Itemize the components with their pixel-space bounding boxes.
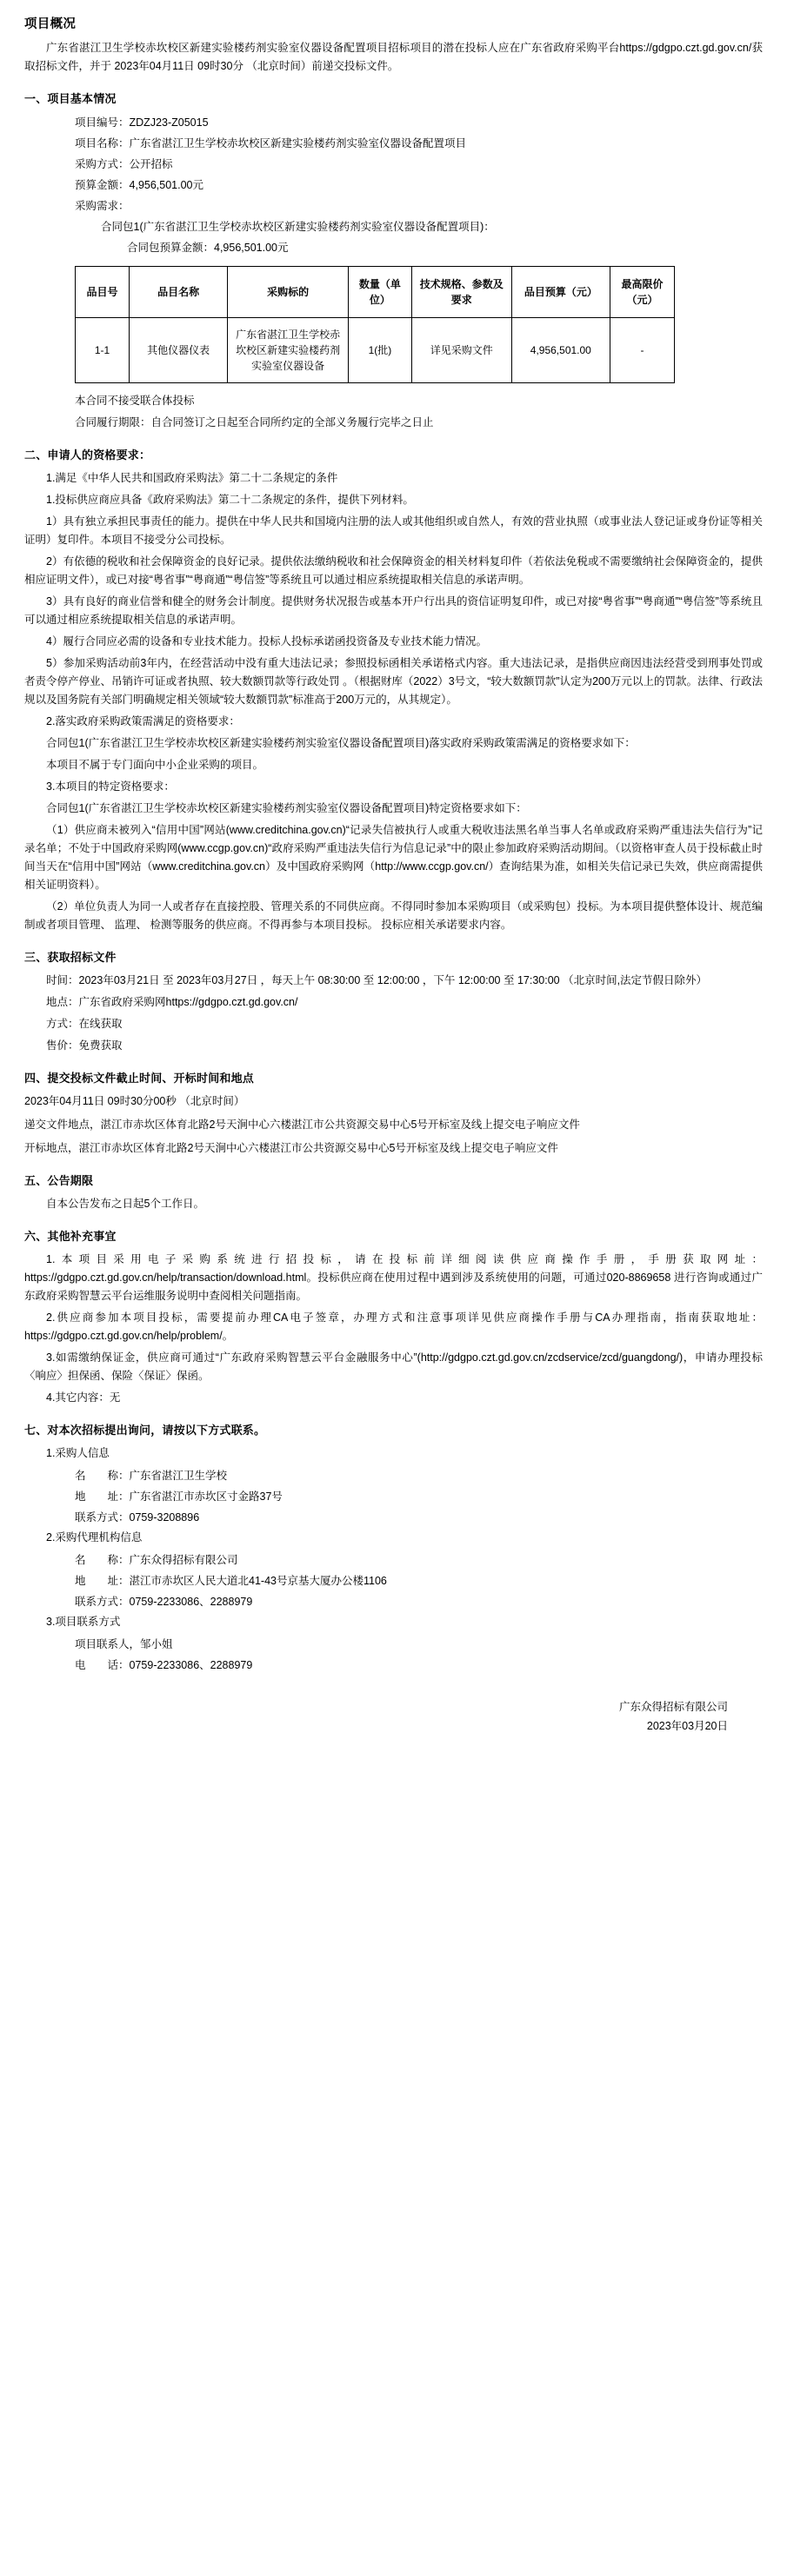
signature-block (24, 1697, 763, 1736)
project-contact-person-label: 项目联系人，邹小姐 (75, 1638, 173, 1650)
project-contact-person-row (24, 1635, 763, 1654)
get-doc-method-label: 方式： (46, 1018, 79, 1030)
th-spec: 技术规格、参数及要求 (411, 267, 511, 318)
get-doc-method-row (24, 1015, 763, 1033)
items-table (75, 266, 675, 383)
section-5-heading: 五、公告期限 (24, 1174, 94, 1187)
th-target: 采购标的 (228, 267, 349, 318)
purchaser-info-heading: 1.采购人信息 (46, 1447, 110, 1459)
agency-name-value: 广东众得招标有限公司 (129, 1554, 238, 1566)
supplementary-item: 4.其它内容：无 (46, 1391, 121, 1404)
supplementary-item: 3.如需缴纳保证金，供应商可通过“广东政府采购智慧云平台金融服务中心”(http://gdgpo.czt.gd.gov.cn/zcdservice/zcd/guangdong/)，申请办理投标〈响应〉担保函、保险〈保证〉保函。 (24, 1351, 763, 1382)
budget-value: 4,956,501.00元 (129, 179, 204, 191)
submission-place: 递交文件地点，湛江市赤坎区体育北路2号天涧中心六楼湛江市公共资源交易中心5号开标室及线上提交电子响应文件 (24, 1119, 580, 1131)
get-doc-price-row (24, 1037, 763, 1055)
purchaser-address-label: 地 址： (75, 1490, 130, 1503)
th-max-price: 最高限价（元） (610, 267, 674, 318)
qualification-item: 2）有依德的税收和社会保障资金的良好记录。提供依法缴纳税收和社会保障资金的相关材料复印件（若依法免税或不需要缴纳社会保障资金的，提供相应证明文件），或已对接“粤省事”“粤商通”“粤信签”等系统且可以通过相应系统提取相关信息的承诺声明。 (24, 555, 763, 586)
th-item-name: 品目名称 (129, 267, 227, 318)
section-3-heading: 三、获取招标文件 (24, 951, 117, 964)
agency-address-label: 地 址： (75, 1575, 130, 1587)
section-4-heading: 四、提交投标文件截止时间、开标时间和地点 (24, 1072, 255, 1085)
package-line: 合同包1(广东省湛江卫生学校赤坎校区新建实验楼药剂实验室仪器设备配置项目)： (101, 221, 495, 233)
qualification-item: 3）具有良好的商业信誉和健全的财务会计制度。提供财务状况报告或基本开户行出具的资信证明复印件，或已对接“粤省事”“粤商通”“粤信签”等系统且可以通过相应系统提取相关信息的承诺声明。 (24, 595, 763, 626)
budget-label: 预算金额： (75, 179, 130, 191)
qualification-item: 1.满足《中华人民共和国政府采购法》第二十二条规定的条件 (46, 472, 338, 484)
qualification-item: 合同包1(广东省湛江卫生学校赤坎校区新建实验楼药剂实验室仪器设备配置项目)落实政府采购政策需满足的资格要求如下： (46, 737, 636, 749)
purchaser-name-label: 名 称： (75, 1470, 130, 1482)
purchaser-address-value: 广东省湛江市赤坎区寸金路37号 (129, 1490, 283, 1503)
supplementary-item: 1.本项目采用电子采购系统进行招投标，请在投标前详细阅读供应商操作手册，手册获取网址：https://gdgpo.czt.gd.gov.cn/help/transaction/download.html。投标供应商在使用过程中遇到涉及系统使用的问题，可通过020-8869658 进行咨询或通过广东政府采购智慧云平台运维服务说明中查阅相关问题指南。 (24, 1253, 763, 1302)
project-number-row (24, 113, 763, 132)
contract-period-note: 合同履行期限：自合同签订之日起至合同所约定的全部义务履行完毕之日止 (75, 416, 434, 428)
procurement-method-row (24, 155, 763, 174)
project-number-value: ZDZJ23-Z05015 (129, 116, 209, 129)
project-contact-heading: 3.项目联系方式 (46, 1616, 121, 1628)
qualification-item: 合同包1(广东省湛江卫生学校赤坎校区新建实验楼药剂实验室仪器设备配置项目)特定资格要求如下： (46, 802, 527, 814)
project-name-label: 项目名称： (75, 137, 130, 149)
demand-label: 采购需求： (75, 200, 130, 212)
demand-row (24, 196, 763, 216)
bid-opening-place: 开标地点，湛江市赤坎区体育北路2号天涧中心六楼湛江市公共资源交易中心5号开标室及线上提交电子响应文件 (24, 1142, 558, 1154)
qualification-item: 1.投标供应商应具备《政府采购法》第二十二条规定的条件，提供下列材料。 (46, 494, 414, 506)
page-title: 项目概况 (24, 17, 77, 31)
agency-address-row (24, 1571, 763, 1590)
qualification-item: 2.落实政府采购政策需满足的资格要求： (46, 715, 240, 727)
announcement-period-text: 自本公告发布之日起5个工作日。 (46, 1198, 204, 1210)
get-doc-place-value: 广东省政府采购网https://gdgpo.czt.gd.gov.cn/ (78, 996, 298, 1008)
purchaser-name-value: 广东省湛江卫生学校 (129, 1470, 228, 1482)
qualification-item: 3.本项目的特定资格要求： (46, 780, 175, 793)
signature-company: 广东众得招标有限公司 (618, 1701, 728, 1713)
supplementary-item: 2.供应商参加本项目投标，需要提前办理CA电子签章，办理方式和注意事项详见供应商操作手册与CA办理指南，指南获取地址：https://gdgpo.czt.gd.gov.cn/help/problem/。 (24, 1311, 763, 1342)
cell-spec: 详见采购文件 (411, 318, 511, 383)
section-6-heading: 六、其他补充事宜 (24, 1230, 117, 1243)
intro-paragraph: 广东省湛江卫生学校赤坎校区新建实验楼药剂实验室仪器设备配置项目招标项目的潜在投标人应在广东省政府采购平台https://gdgpo.czt.gd.gov.cn/获取招标文件，并于 2023年04月11日 09时30分 （北京时间）前递交投标文件。 (24, 42, 763, 72)
th-item-no: 品目号 (76, 267, 130, 318)
get-doc-time-row (24, 972, 763, 990)
section-2-heading: 二、申请人的资格要求： (24, 448, 151, 461)
get-doc-time-value: 2023年03月21日 至 2023年03月27日 ，每天上午 08:30:00 至 12:00:00 ，下午 12:00:00 至 17:30:00 （北京时间,法定节假日除外） (78, 974, 708, 986)
cell-quantity: 1(批) (349, 318, 412, 383)
section-7-heading: 七、对本次招标提出询问，请按以下方式联系。 (24, 1424, 266, 1437)
qualification-item: （1）供应商未被列入“信用中国”网站(www.creditchina.gov.cn)“记录失信被执行人或重大税收违法黑名单当事人名单或政府采购严重违法失信行为”记录名单；不处于中国政府采购网(www.ccgp.gov.cn)“政府采购严重违法失信行为信息记录”中的限止参加政府采购活动期间。（以资格审查人员于投标截止时间当天在“信用中国”网站（www.creditchina.gov.cn）及中国政府采购网（http://www.ccgp.gov.cn/）查询结果为准，如相关失信记录已失效，供应商需提供相关证明资料）。 (24, 824, 763, 891)
qualification-item: 1）具有独立承担民事责任的能力。提供在中华人民共和国境内注册的法人或其他组织或自然人，有效的营业执照（或事业法人登记证或身份证等相关证明）复印件。本项目不接受分公司投标。 (24, 515, 763, 546)
agency-contact-value: 0759-2233086、2288979 (129, 1596, 253, 1608)
cell-max-price: - (610, 318, 674, 383)
qualification-item: 5）参加采购活动前3年内，在经营活动中没有重大违法记录；参照投标函相关承诺格式内容。重大违法记录，是指供应商因违法经营受到刑事处罚或者责令停产停业、吊销许可证或者执照、较大数额罚款等行政处罚 。（根据财库（2022）3号文，“较大数额罚款”认定为200万元以上的罚款。法律、行政法规以及国务院有关部门明确规定相关领域“较大数额罚款”标准高于200万元的，从其规定）。 (24, 657, 763, 706)
get-doc-method-value: 在线获取 (78, 1018, 123, 1030)
bid-deadline: 2023年04月11日 09时30分00秒 （北京时间） (24, 1095, 245, 1107)
th-budget: 品目预算（元） (511, 267, 610, 318)
get-doc-place-label: 地点： (46, 996, 79, 1008)
cell-budget: 4,956,501.00 (511, 318, 610, 383)
cell-target: 广东省湛江卫生学校赤坎校区新建实验楼药剂实验室仪器设备 (228, 318, 349, 383)
cell-item-name: 其他仪器仪表 (129, 318, 227, 383)
project-contact-phone-label: 电 话： (75, 1659, 130, 1671)
cell-item-no: 1-1 (76, 318, 130, 383)
th-quantity: 数量（单位） (349, 267, 412, 318)
get-doc-price-value: 免费获取 (78, 1039, 123, 1052)
project-contact-phone-value: 0759-2233086、2288979 (129, 1659, 253, 1671)
signature-date: 2023年03月20日 (646, 1720, 728, 1732)
table-row (76, 318, 675, 383)
package-budget-line: 合同包预算金额：4,956,501.00元 (127, 242, 289, 254)
get-doc-place-row (24, 993, 763, 1012)
purchaser-address-row (24, 1487, 763, 1506)
project-name-value: 广东省湛江卫生学校赤坎校区新建实验楼药剂实验室仪器设备配置项目 (129, 137, 467, 149)
no-consortium-note: 本合同不接受联合体投标 (75, 395, 195, 407)
agency-name-label: 名 称： (75, 1554, 130, 1566)
procurement-method-value: 公开招标 (129, 158, 173, 170)
project-name-row (24, 134, 763, 153)
procurement-method-label: 采购方式： (75, 158, 130, 170)
qualification-item: 4）履行合同应必需的设备和专业技术能力。投标人投标承诺函投资备及专业技术能力情况。 (46, 635, 487, 647)
budget-row (24, 176, 763, 195)
qualification-item: 本项目不属于专门面向中小企业采购的项目。 (46, 759, 264, 771)
agency-contact-row (24, 1592, 763, 1611)
purchaser-contact-label: 联系方式： (75, 1511, 130, 1524)
qualification-item: （2）单位负责人为同一人或者存在直接控股、管理关系的不同供应商。不得同时参加本采购项目（或采购包）投标。为本项目提供整体设计、规范编制或者项目管理、 监理、 检测等服务的供应商。不得再参与本项目投标。 投标应相关承诺要求内容。 (24, 900, 763, 931)
agency-contact-label: 联系方式： (75, 1596, 130, 1608)
purchaser-contact-value: 0759-3208896 (129, 1511, 200, 1524)
get-doc-price-label: 售价： (46, 1039, 79, 1052)
project-number-label: 项目编号： (75, 116, 130, 129)
section-1-heading: 一、项目基本情况 (24, 92, 117, 105)
purchaser-name-row (24, 1466, 763, 1485)
agency-info-heading: 2.采购代理机构信息 (46, 1531, 143, 1544)
agency-address-value: 湛江市赤坎区人民大道北41-43号京基大厦办公楼1106 (129, 1575, 387, 1587)
table-header-row (76, 267, 675, 318)
agency-name-row (24, 1550, 763, 1570)
project-contact-phone-row (24, 1656, 763, 1675)
purchaser-contact-row (24, 1508, 763, 1527)
get-doc-time-label: 时间： (46, 974, 79, 986)
